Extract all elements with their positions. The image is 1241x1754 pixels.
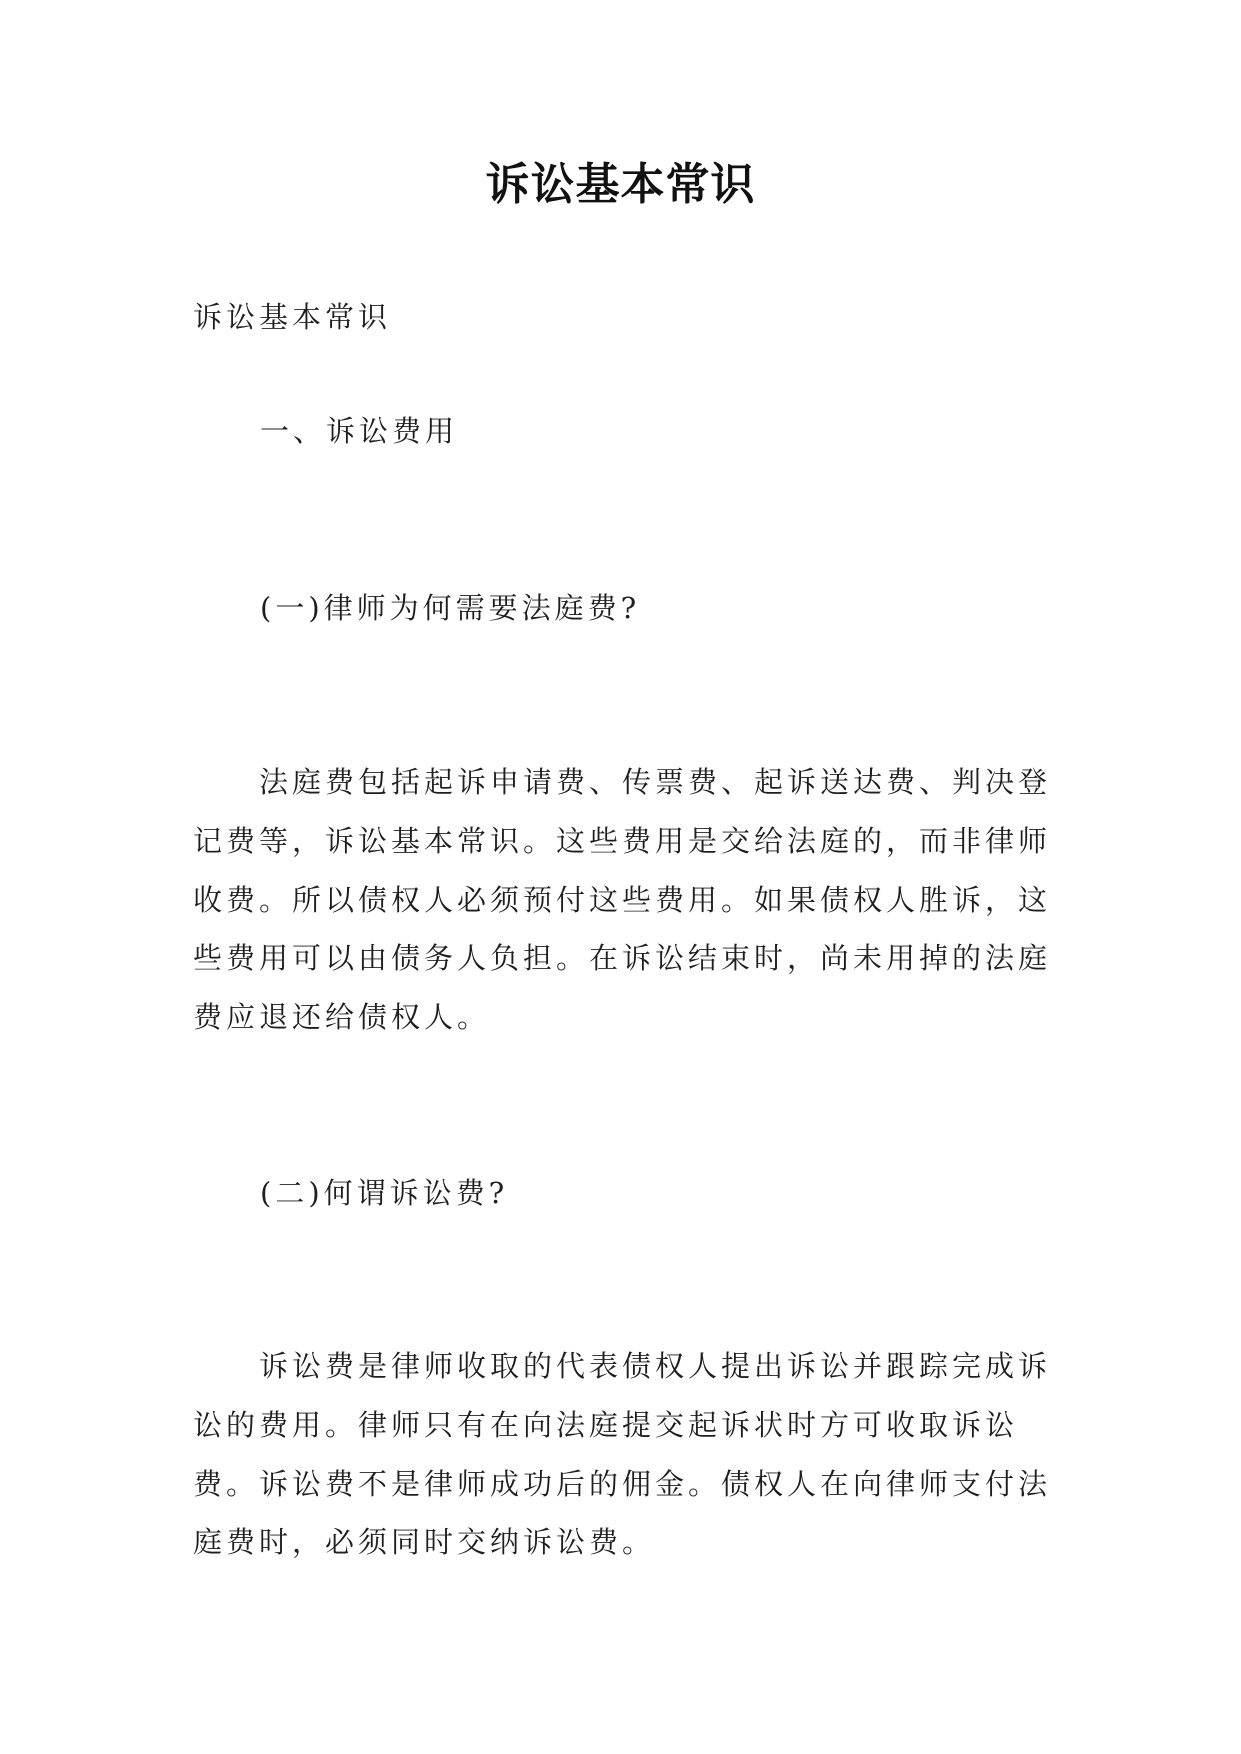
section-heading: 一、诉讼费用 [260, 414, 459, 448]
answer-paragraph-1: 法庭费包括起诉申请费、传票费、起诉送达费、判决登记费等，诉讼基本常识。这些费用是交给法庭的，而非律师收费。所以债权人必须预付这些费用。如果债权人胜诉，这些费用可以由债务人负担。在诉讼结束时，尚未用掉的法庭费应退还给债权人。 [193, 765, 1052, 1035]
answer-paragraph-2: 诉讼费是律师收取的代表债权人提出诉讼并跟踪完成诉讼的费用。律师只有在向法庭提交起诉状时方可收取诉讼费。诉讼费不是律师成功后的佣金。债权人在向律师支付法庭费时，必须同时交纳诉讼费。 [193, 1349, 1052, 1560]
question-heading-1: (一)律师为何需要法庭费? [260, 591, 641, 625]
question-heading-2: (二)何谓诉讼费? [260, 1176, 509, 1210]
document-subtitle: 诉讼基本常识 [193, 300, 392, 334]
document-title: 诉讼基本常识 [485, 159, 756, 210]
